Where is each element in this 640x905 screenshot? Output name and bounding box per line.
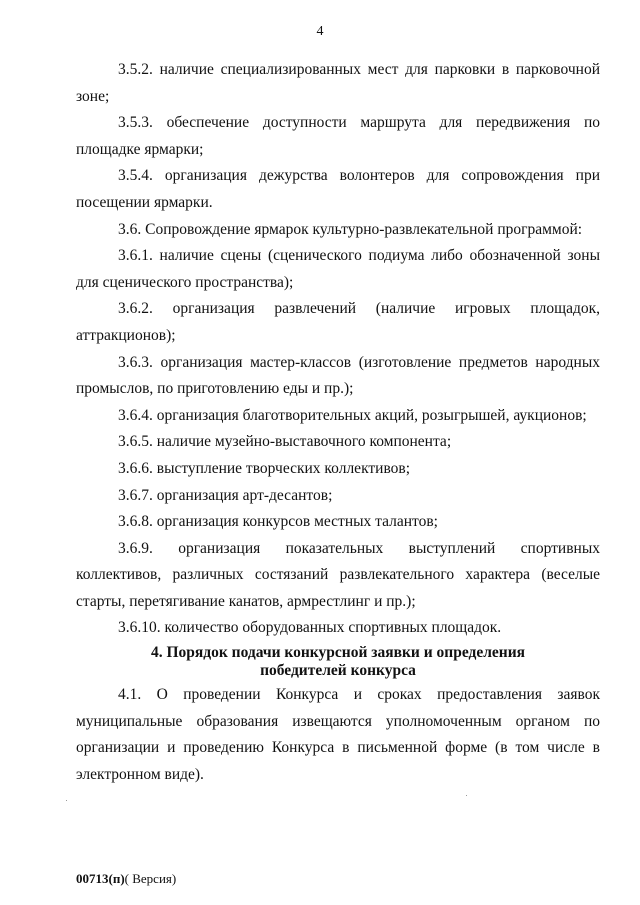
scan-speck (466, 795, 467, 796)
paragraph-3-5-4: 3.5.4. организация дежурства волонтеров для сопровождения при посещении ярмарки. (76, 167, 600, 211)
paragraph-4-1: 4.1. О проведении Конкурса и сроках предоставления заявок муниципальные образования извещаются уполномоченным органом по организации и проведению Конкурса в письменной форме (в том числе в электронном виде). (76, 686, 600, 783)
paragraph-3-6-2: 3.6.2. организация развлечений (наличие игровых площадок, аттракционов); (76, 300, 600, 344)
paragraph-3-5-2: 3.5.2. наличие специализированных мест для парковки в парковочной зоне; (76, 61, 600, 105)
paragraph-3-6-7: 3.6.7. организация арт-десантов; (118, 486, 333, 504)
section-heading (76, 644, 600, 680)
paragraph-3-6-6: 3.6.6. выступление творческих коллективов; (118, 459, 411, 477)
document-body (76, 57, 600, 788)
section-heading-line-2: победителей конкурса (260, 662, 416, 680)
page-number: 4 (316, 24, 324, 39)
paragraph-3-6: 3.6. Сопровождение ярмарок культурно-развлекательной программой: (118, 220, 583, 238)
paragraph-3-6-5: 3.6.5. наличие музейно-выставочного компонента; (118, 433, 452, 451)
section-heading-line-1: 4. Порядок подачи конкурсной заявки и определения (150, 644, 526, 662)
paragraph-3-5-3: 3.5.3. обеспечение доступности маршрута для передвижения по площадке ярмарки; (76, 114, 600, 158)
paragraph-3-6-4: 3.6.4. организация благотворительных акций, розыгрышей, аукционов; (118, 406, 587, 424)
paragraph-3-6-1: 3.6.1. наличие сцены (сценического подиума либо обозначенной зоны для сценического пространства); (76, 247, 600, 291)
paragraph-3-6-8: 3.6.8. организация конкурсов местных талантов; (118, 513, 438, 531)
document-code (76, 871, 176, 887)
document-version: ( Версия) (124, 871, 177, 886)
scan-speck (66, 800, 67, 801)
paragraph-3-6-9: 3.6.9. организация показательных выступлений спортивных коллективов, различных состязаний развлекательного характера (веселые старты, перетягивание канатов, армрестлинг и пр.); (76, 539, 600, 610)
paragraph-3-6-10: 3.6.10. количество оборудованных спортивных площадок. (118, 619, 502, 637)
document-code-number: 00713(п) (76, 871, 125, 886)
paragraph-3-6-3: 3.6.3. организация мастер-классов (изготовление предметов народных промыслов, по приготовлению еды и пр.); (76, 353, 600, 398)
